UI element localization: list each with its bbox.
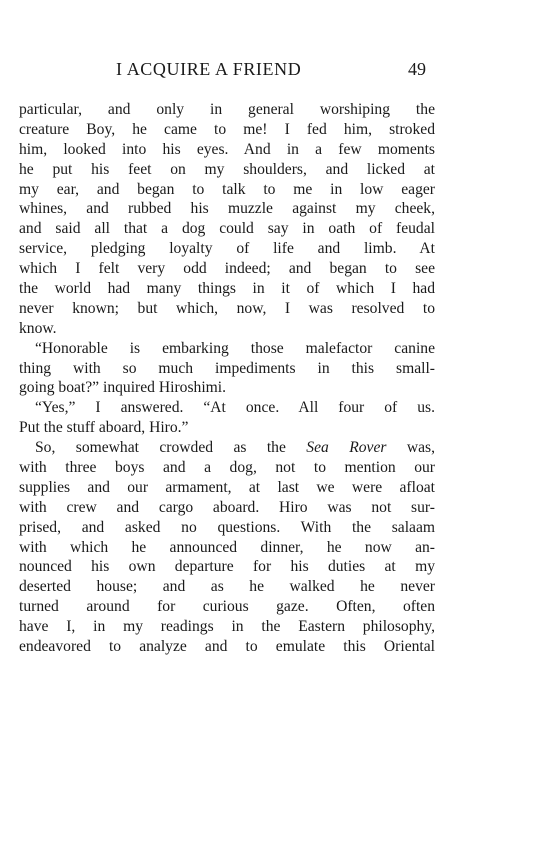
page-number: 49: [408, 59, 426, 79]
text-line: know.: [19, 319, 57, 337]
text-line: he put his feet on my shoulders, and licked at: [19, 160, 435, 178]
text-line: Put the stuff aboard, Hiro.”: [19, 419, 189, 437]
text-line: deserted house; and as he walked he never: [19, 578, 435, 596]
chapter-title: I ACQUIRE A FRIEND: [116, 59, 302, 79]
text-line: turned around for curious gaze. Often, often: [19, 598, 435, 616]
text-line: with which he announced dinner, he now an-: [19, 538, 435, 556]
text-line: thing with so much impediments in this small-: [19, 359, 435, 377]
text-line: my ear, and began to talk to me in low eager: [19, 180, 435, 198]
text-segment: was,: [386, 439, 435, 457]
text-line: prised, and asked no questions. With the salaam: [19, 518, 435, 536]
text-line: which I felt very odd indeed; and began to see: [19, 260, 435, 278]
text-line: nounced his own departure for his duties at my: [19, 558, 435, 576]
text-segment: So, somewhat crowded as the: [35, 439, 307, 457]
body-text: [19, 100, 435, 657]
text-line: going boat?” inquired Hiroshimi.: [19, 379, 227, 397]
text-line: never known; but which, now, I was resolved to: [19, 299, 435, 317]
running-header: [0, 57, 544, 81]
text-line: and said all that a dog could say in oath of feudal: [19, 220, 435, 238]
text-line: particular, and only in general worshiping the: [19, 101, 435, 118]
text-line: endeavored to analyze and to emulate this Oriental: [19, 638, 435, 656]
text-line: service, pledging loyalty of life and limb. At: [19, 240, 435, 258]
text-line: whines, and rubbed his muzzle against my cheek,: [19, 200, 435, 218]
text-line: with crew and cargo aboard. Hiro was not sur-: [19, 498, 435, 516]
text-line: “Honorable is embarking those malefactor canine: [35, 339, 435, 357]
text-line: supplies and our armament, at last we were afloat: [19, 478, 435, 496]
boat-name: Sea Rover: [306, 439, 387, 457]
text-line: creature Boy, he came to me! I fed him, stroked: [19, 120, 435, 138]
text-line: “Yes,” I answered. “At once. All four of us.: [35, 399, 435, 417]
text-line: the world had many things in it of which I had: [19, 280, 435, 298]
text-line: have I, in my readings in the Eastern philosophy,: [19, 618, 435, 636]
text-line: [19, 438, 435, 458]
text-line: with three boys and a dog, not to mention our: [19, 459, 435, 477]
text-line: him, looked into his eyes. And in a few moments: [19, 140, 435, 158]
